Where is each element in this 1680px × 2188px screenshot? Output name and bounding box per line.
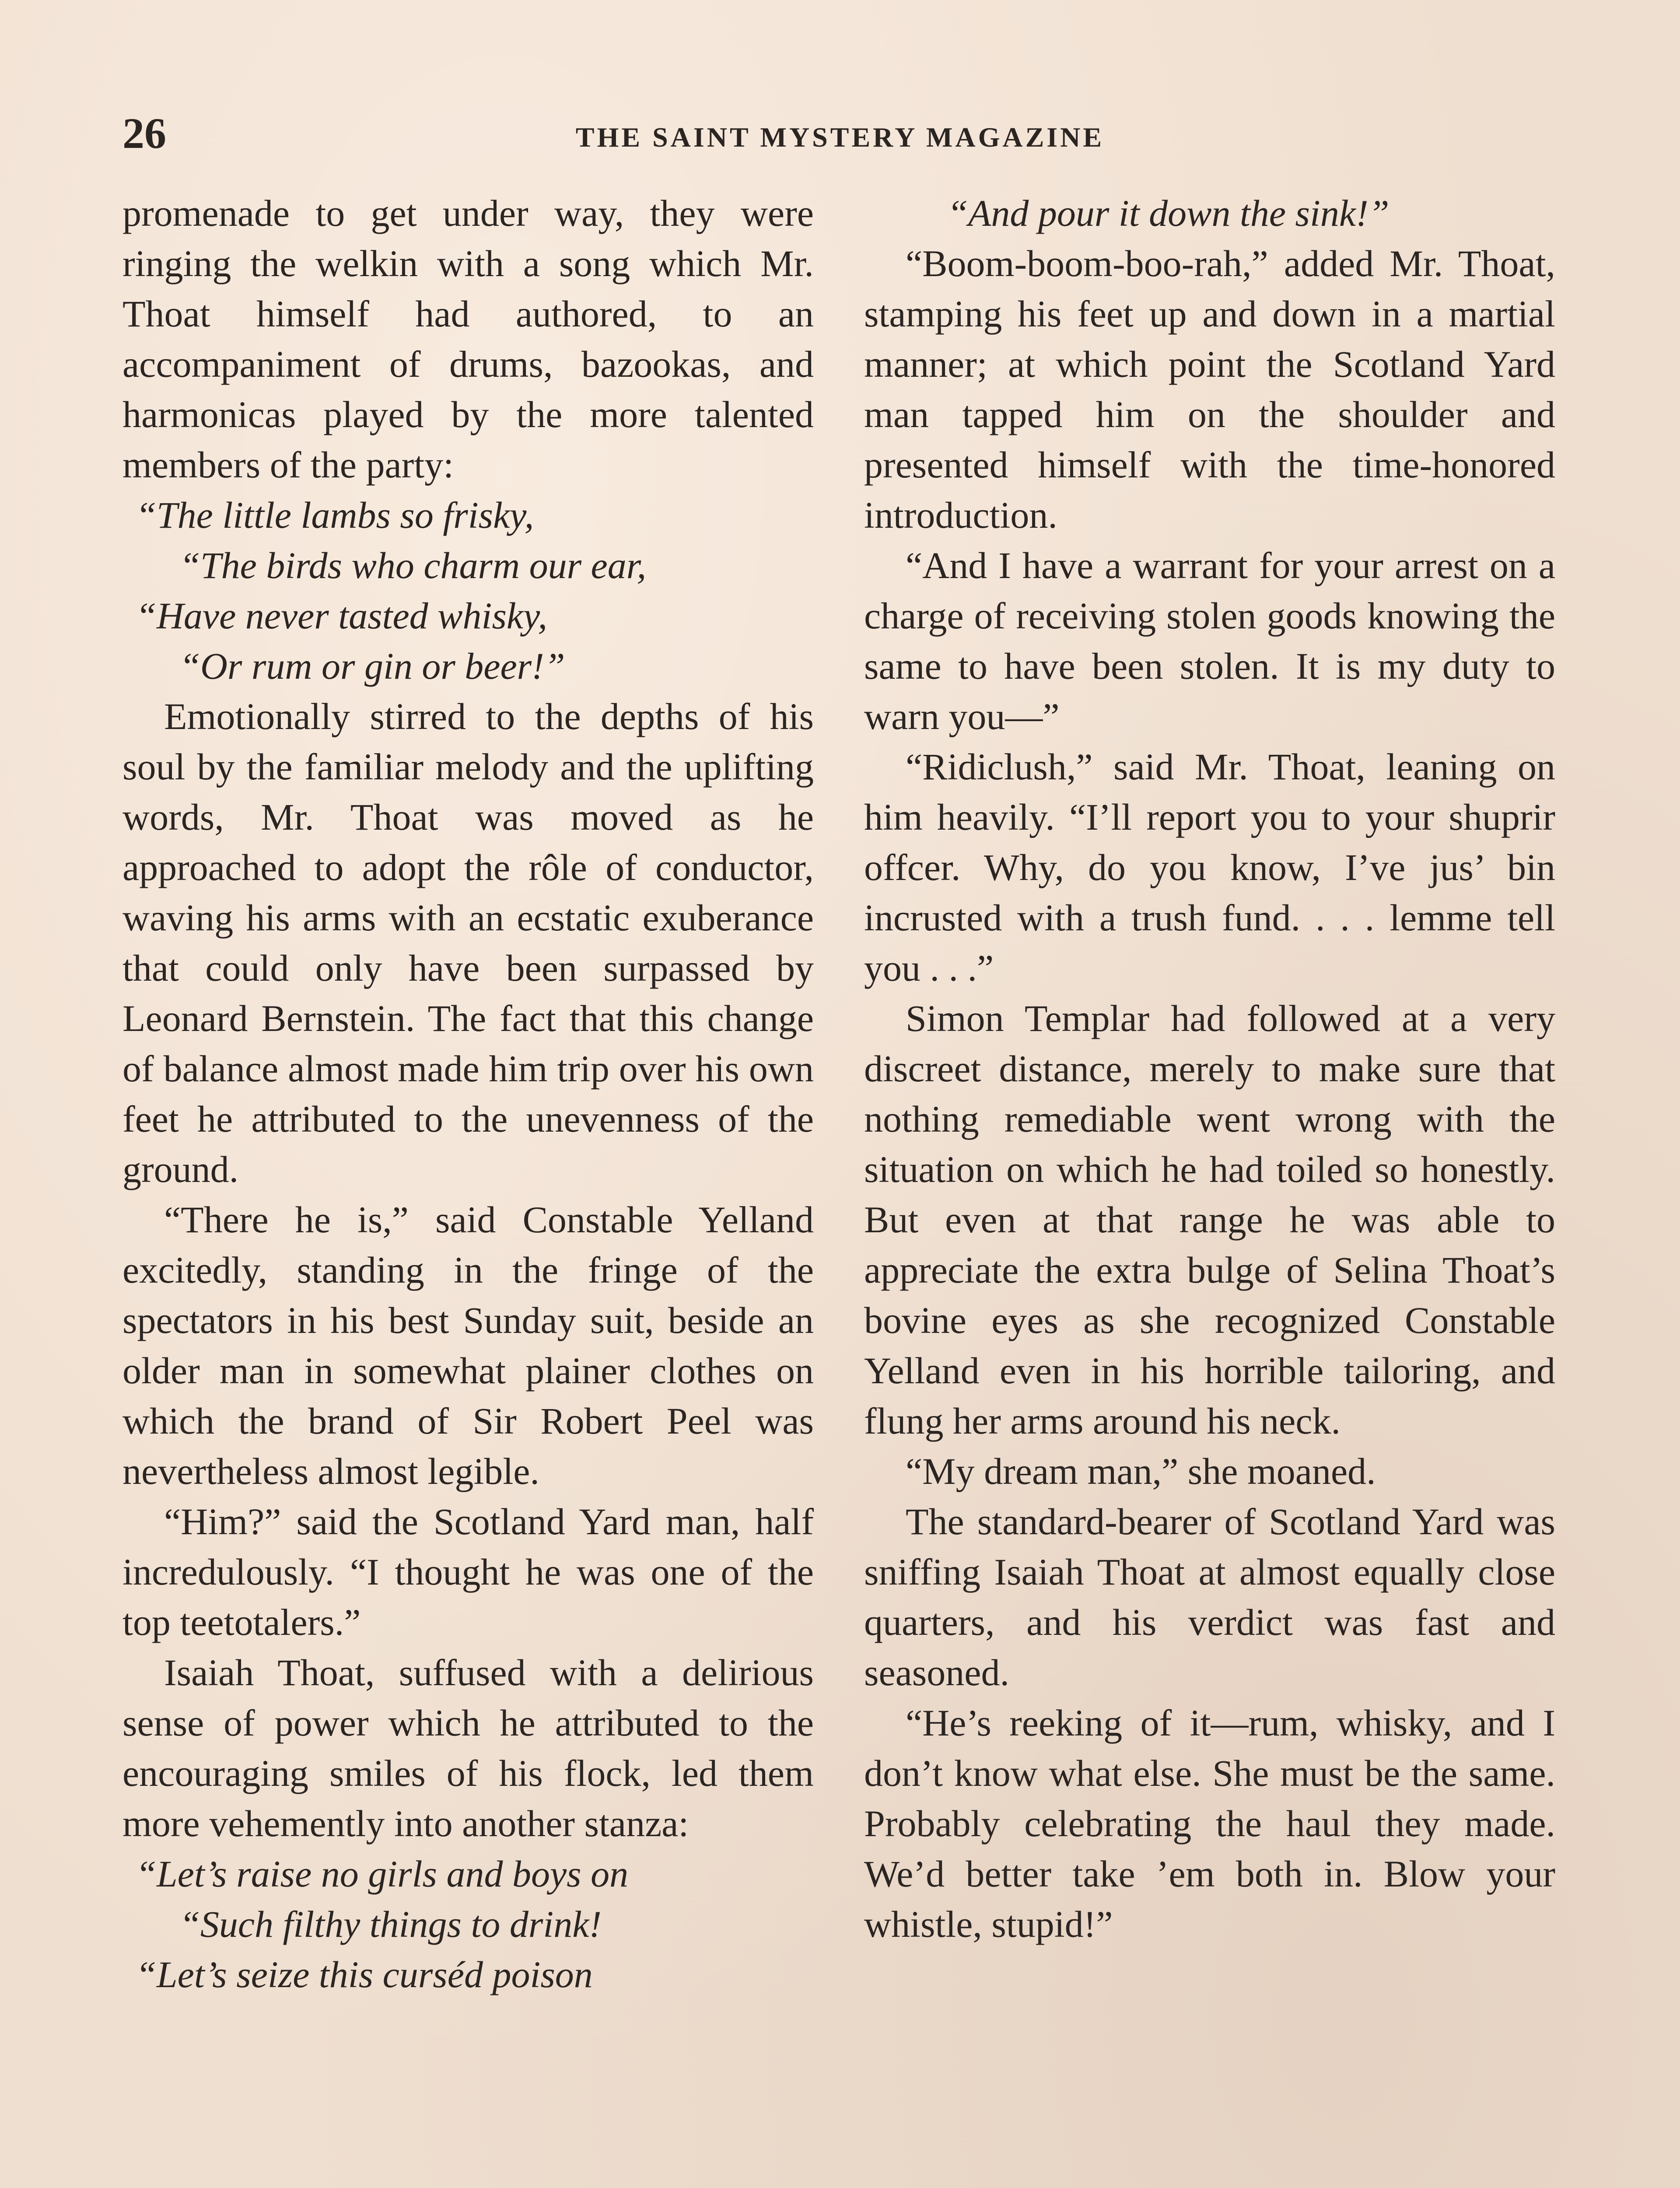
paragraph: “There he is,” said Constable Yelland excitedly, standing in the fringe of the spectators in his best Sunday suit, beside an older man in somewhat plainer clothes on which the brand of Sir Robert Peel was nevertheless almost legible. [122,1199,814,1492]
verse-line: “Let’s raise no girls and boys on [136,1853,629,1895]
paragraph: “Boom-boom-boo-rah,” added Mr. Thoat, stamping his feet up and down in a martial manner; at which point the Scotland Yard man tapped him on the shoulder and presented himself with the time-honored introduction. [864,242,1555,536]
verse-line: “Let’s seize this curséd poison [136,1953,593,1995]
page-number: 26 [122,109,166,158]
left-column [122,188,814,2000]
page-header [122,109,1558,158]
paragraph: Emotionally stirred to the depths of his soul by the familiar melody and the uplifting words, Mr. Thoat was moved as he approached to adopt the rôle of conductor, waving his arms with an ecstatic exuberance that could only have been surpassed by Leonard Bernstein. The fact that this change of balance almost made him trip over his own feet he attributed to the unevenness of the ground. [122,695,814,1190]
verse [864,188,1555,238]
verse [122,1849,814,2000]
paragraph: “My dream man,” she moaned. [906,1450,1376,1492]
right-column [864,188,1555,1950]
verse-line: “Such filthy things to drink! [179,1903,602,1945]
verse [122,490,814,691]
paragraph: “And I have a warrant for your arrest on a charge of receiving stolen goods knowing the same to have been stolen. It is my duty to warn you—” [864,544,1555,737]
verse-line: “The birds who charm our ear, [179,544,647,586]
paragraph: “Ridiclush,” said Mr. Thoat, leaning on him heavily. “I’ll report you to your shuprir offcer. Why, do you know, I’ve jus’ bin incrusted with a trush fund. . . . lemme tell you . . .” [864,746,1555,989]
paragraph: “He’s reeking of it—rum, whisky, and I don’t know what else. She must be the same. Probably celebrating the haul they made. We’d better take ’em both in. Blow your whistle, stupid!” [864,1702,1555,1945]
running-head: THE SAINT MYSTERY MAGAZINE [575,122,1105,153]
paragraph: “Him?” said the Scotland Yard man, half incredulously. “I thought he was one of the top teetotalers.” [122,1501,814,1643]
verse-line: “And pour it down the sink!” [947,192,1390,234]
paragraph: Isaiah Thoat, suffused with a delirious sense of power which he attributed to the encouraging smiles of his flock, led them more vehemently into another stanza: [122,1652,814,1844]
verse-line: “Have never tasted whisky, [136,595,548,637]
paragraph: Simon Templar had followed at a very discreet distance, merely to make sure that nothing remediable went wrong with the situation on which he had toiled so honestly. But even at that range he was able to appreciate the extra bulge of Selina Thoat’s bovine eyes as she recognized Constable Yelland even in his horrible tailoring, and flung her arms around his neck. [864,997,1555,1442]
verse-line: “The little lambs so frisky, [136,494,534,536]
paragraph: promenade to get under way, they were ringing the welkin with a song which Mr. Thoat himself had authored, to an accompaniment of drums, bazookas, and harmonicas played by the more talented members of the party: [122,192,814,486]
verse-line: “Or rum or gin or beer!” [179,645,565,687]
paragraph: The standard-bearer of Scotland Yard was sniffing Isaiah Thoat at almost equally close quarters, and his verdict was fast and seasoned. [864,1501,1555,1694]
